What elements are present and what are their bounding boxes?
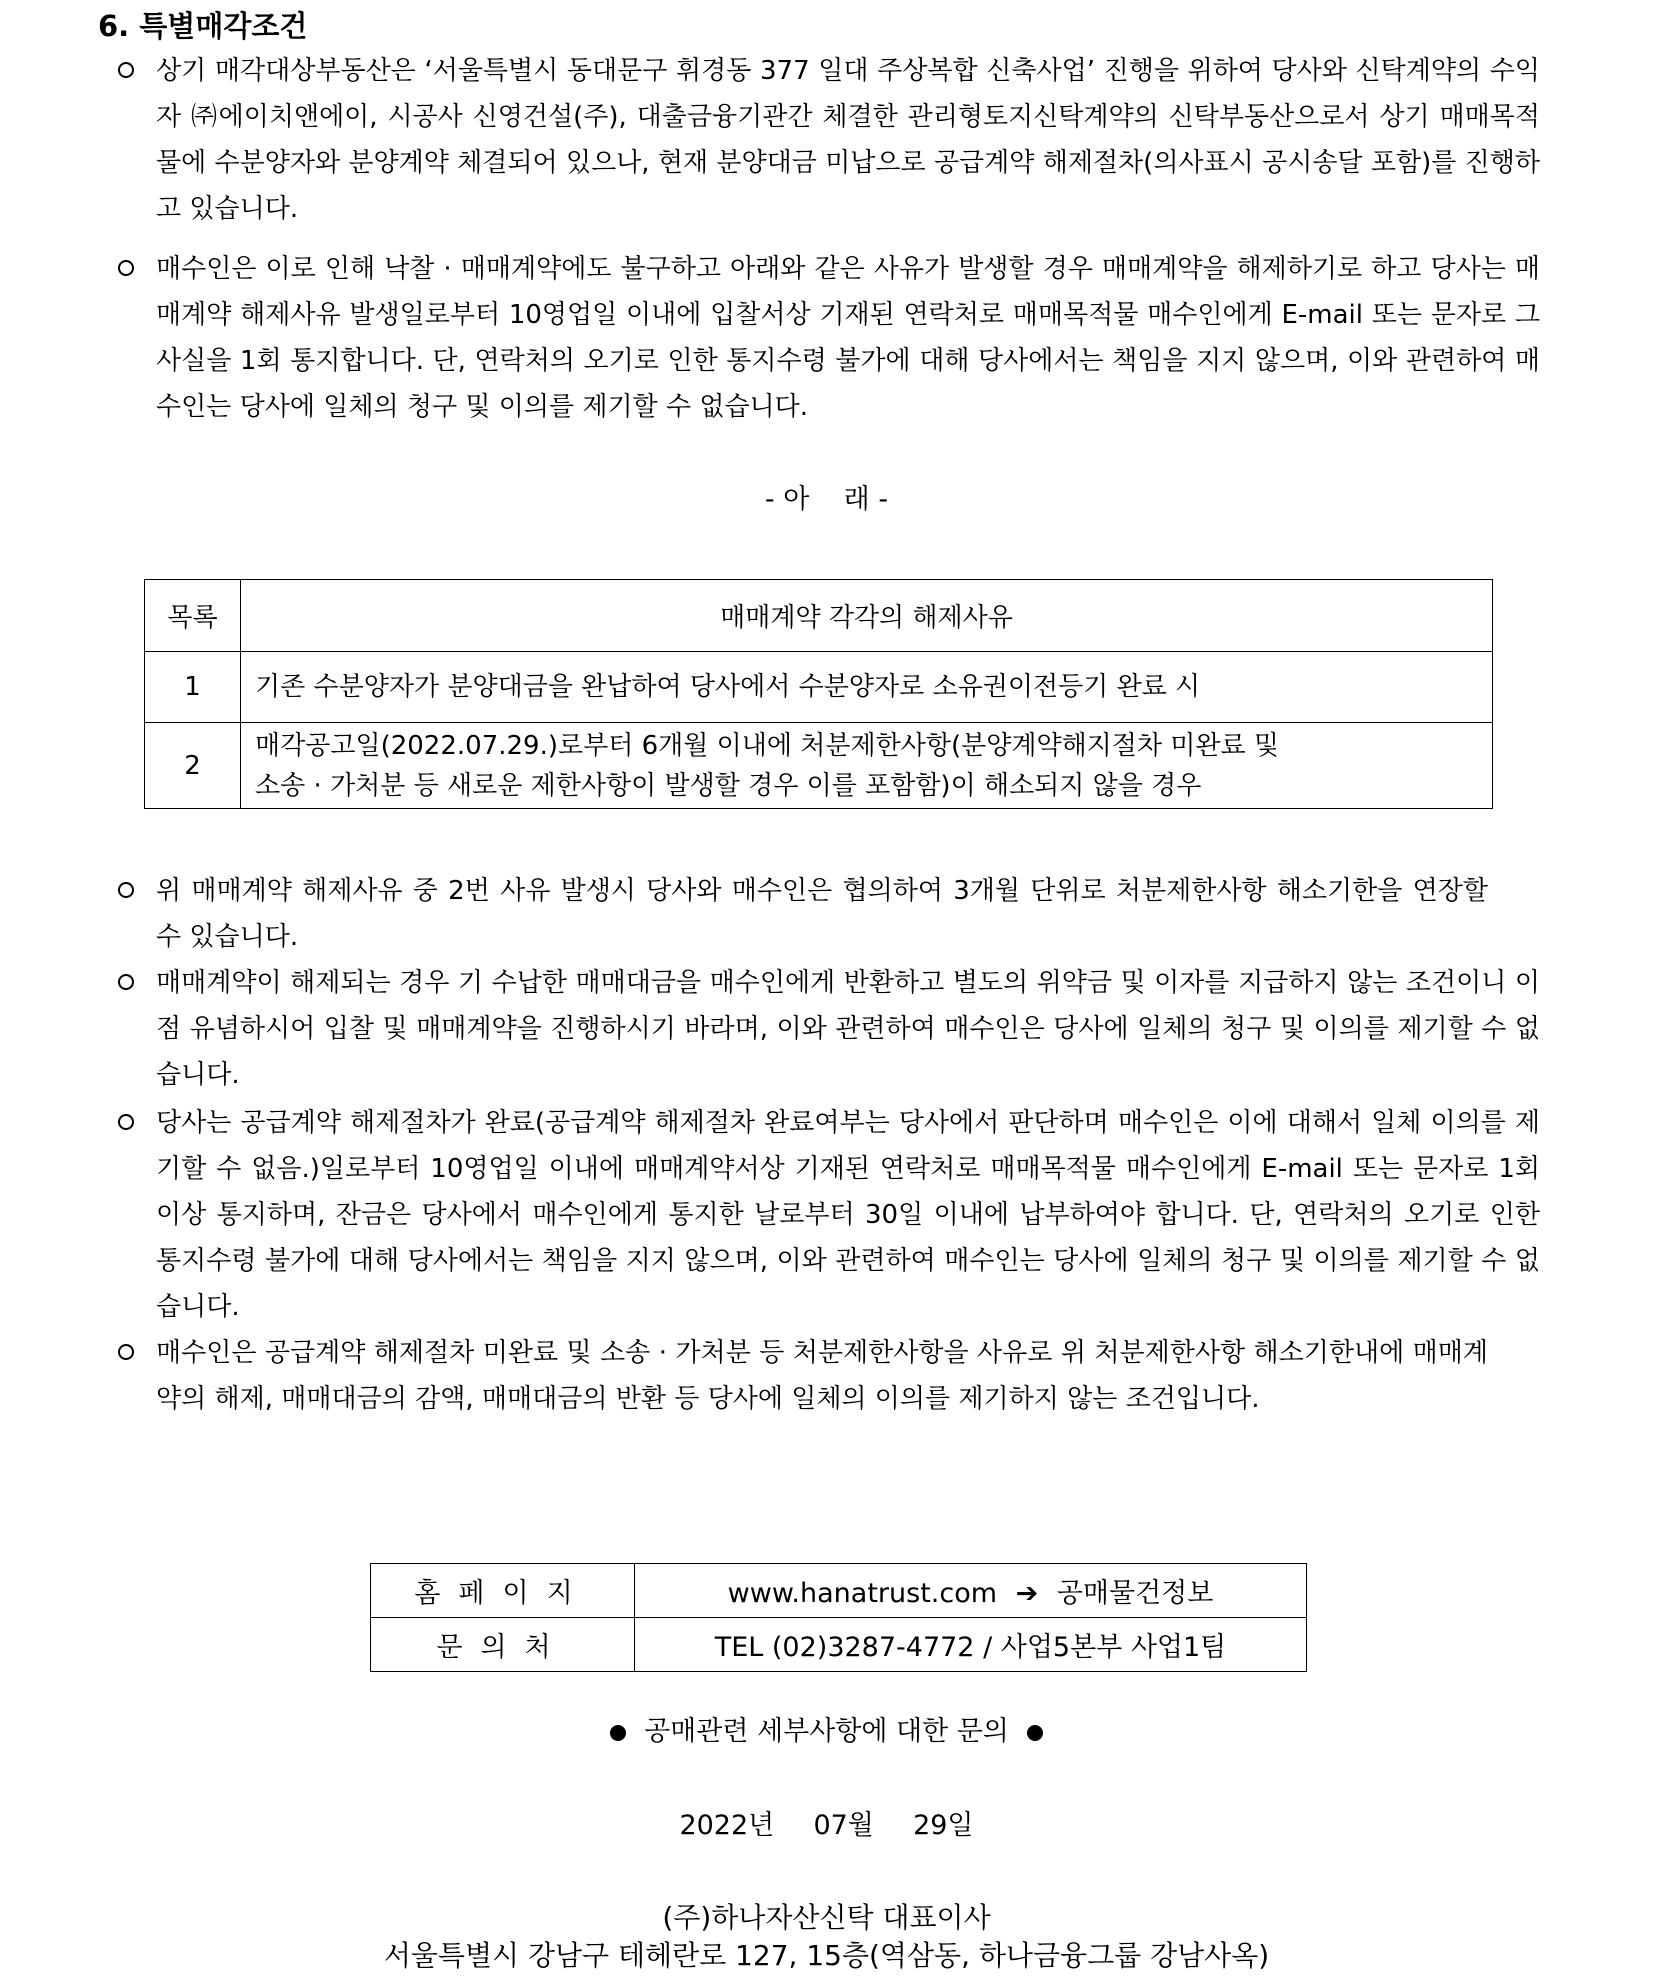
table-header-row — [145, 580, 1493, 652]
inquiry-caption: 공매관련 세부사항에 대한 문의 — [644, 1716, 1009, 1747]
bullet-circle-icon — [118, 974, 134, 990]
table-row — [145, 723, 1493, 809]
condition-text: 상기 매각대상부동산은 ‘서울특별시 동대문구 휘경동 377 일대 주상복합 신축사업’ 진행을 위하여 당사와 신탁계약의 수익자 ㈜에이치앤에이, 시공사 신영건설(주), 대출금융기관간 체결한 관리형토지신탁계약의 신탁부동산으로서 상기 매매목적물에 수분양자와 분양계약 체결되어 있으나, 현재 분양대금 미납으로 공급계약 해제절차(의사표시 공시송달 포함)를 진행하고 있습니다. — [156, 56, 1540, 224]
bullet-circle-icon — [118, 1114, 134, 1130]
condition-bullet — [118, 1100, 1540, 1330]
row-description-line: 소송 · 가처분 등 새로운 제한사항이 발생할 경우 이를 포함함)이 해소되지 않을 경우 — [255, 770, 1202, 801]
homepage-label: 홈페이지 — [371, 1564, 635, 1618]
column-header-desc: 매매계약 각각의 해제사유 — [241, 580, 1493, 652]
arrow-right-icon: ➔ — [1015, 1578, 1039, 1609]
date-year: 2022년 — [679, 1810, 775, 1841]
contact-table — [370, 1563, 1307, 1672]
company-name: (주)하나자산신탁 대표이사 — [662, 1901, 991, 1934]
row-number: 1 — [145, 652, 241, 723]
condition-text: 매수인은 공급계약 해제절차 미완료 및 소송 · 가처분 등 처분제한사항을 사유로 위 처분제한사항 해소기한내에 매매계약의 해제, 매매대금의 감액, 매매대금의 반환 등 당사에 일체의 이의를 제기하지 않는 조건입니다. — [156, 1338, 1488, 1414]
date-month: 07월 — [813, 1810, 874, 1841]
row-description — [241, 723, 1493, 809]
row-description-line: 기존 수분양자가 분양대금을 완납하여 당사에서 수분양자로 소유권이전등기 완료 시 — [255, 672, 1201, 702]
table-row — [145, 652, 1493, 723]
bullet-dot-icon — [1027, 1725, 1043, 1741]
inquiry-caption-line — [0, 1712, 1653, 1752]
section-title: 6. 특별매각조건 — [98, 9, 308, 43]
condition-bullet — [118, 48, 1540, 232]
condition-text: 당사는 공급계약 해제절차가 완료(공급계약 해제절차 완료여부는 당사에서 판단하며 매수인은 이에 대해서 일체 이의를 제기할 수 없음.)일로부터 10영업일 이내에 매매계약서상 기재된 연락처로 매매목적물 매수인에게 E-mail 또는 문자로 1회이상 통지하며, 잔금은 당사에서 매수인에게 통지한 날로부터 30일 이내에 납부하여야 합니다. 단, 연락처의 오기로 인한 통지수령 불가에 대해 당사에서는 책임을 지지 않으며, 이와 관련하여 매수인는 당사에 일체의 청구 및 이의를 제기할 수 없습니다. — [156, 1108, 1540, 1322]
condition-bullet — [118, 246, 1540, 430]
condition-text: 위 매매계약 해제사유 중 2번 사유 발생시 당사와 매수인은 협의하여 3개월 단위로 처분제한사항 해소기한을 연장할 수 있습니다. — [156, 876, 1488, 952]
date-day: 29일 — [913, 1810, 974, 1841]
condition-bullet — [118, 960, 1540, 1098]
bullet-circle-icon — [118, 1344, 134, 1360]
company-address: 서울특별시 강남구 테헤란로 127, 15층(역삼동, 하나금융그룹 강남사옥) — [383, 1939, 1270, 1972]
document-date — [0, 1806, 1653, 1846]
row-description-line: 매각공고일(2022.07.29.)로부터 6개월 이내에 처분제한사항(분양계약해지절차 미완료 및 — [255, 730, 1280, 761]
homepage-link[interactable]: www.hanatrust.com — [727, 1578, 998, 1609]
homepage-value — [635, 1564, 1307, 1618]
condition-text: 매매계약이 해제되는 경우 기 수납한 매매대금을 매수인에게 반환하고 별도의 위약금 및 이자를 지급하지 않는 조건이니 이점 유념하시어 입찰 및 매매계약을 진행하시기 바라며, 이와 관련하여 매수인은 당사에 일체의 청구 및 이의를 제기할 수 없습니다. — [156, 968, 1540, 1090]
inquiry-label: 문의처 — [371, 1618, 635, 1672]
homepage-target: 공매물건정보 — [1056, 1578, 1214, 1609]
homepage-row — [371, 1564, 1307, 1618]
condition-bullet — [118, 868, 1488, 960]
bullet-circle-icon — [118, 62, 134, 78]
row-number: 2 — [145, 723, 241, 809]
below-heading: - 아 래 - — [764, 484, 889, 515]
column-header-num: 목록 — [145, 580, 241, 652]
bullet-circle-icon — [118, 882, 134, 898]
row-description — [241, 652, 1493, 723]
inquiry-row — [371, 1618, 1307, 1672]
condition-text: 매수인은 이로 인해 낙찰 · 매매계약에도 불구하고 아래와 같은 사유가 발생할 경우 매매계약을 해제하기로 하고 당사는 매매계약 해제사유 발생일로부터 10영업일 이내에 입찰서상 기재된 연락처로 매매목적물 매수인에게 E-mail 또는 문자로 그 사실을 1회 통지합니다. 단, 연락처의 오기로 인한 통지수령 불가에 대해 당사에서는 책임을 지지 않으며, 이와 관련하여 매수인는 당사에 일체의 청구 및 이의를 제기할 수 없습니다. — [156, 254, 1540, 422]
inquiry-value: TEL (02)3287-4772 / 사업5본부 사업1팀 — [635, 1618, 1307, 1672]
condition-bullet — [118, 1330, 1488, 1422]
bullet-dot-icon — [610, 1725, 626, 1741]
termination-reasons-table — [144, 579, 1493, 809]
bullet-circle-icon — [118, 260, 134, 276]
